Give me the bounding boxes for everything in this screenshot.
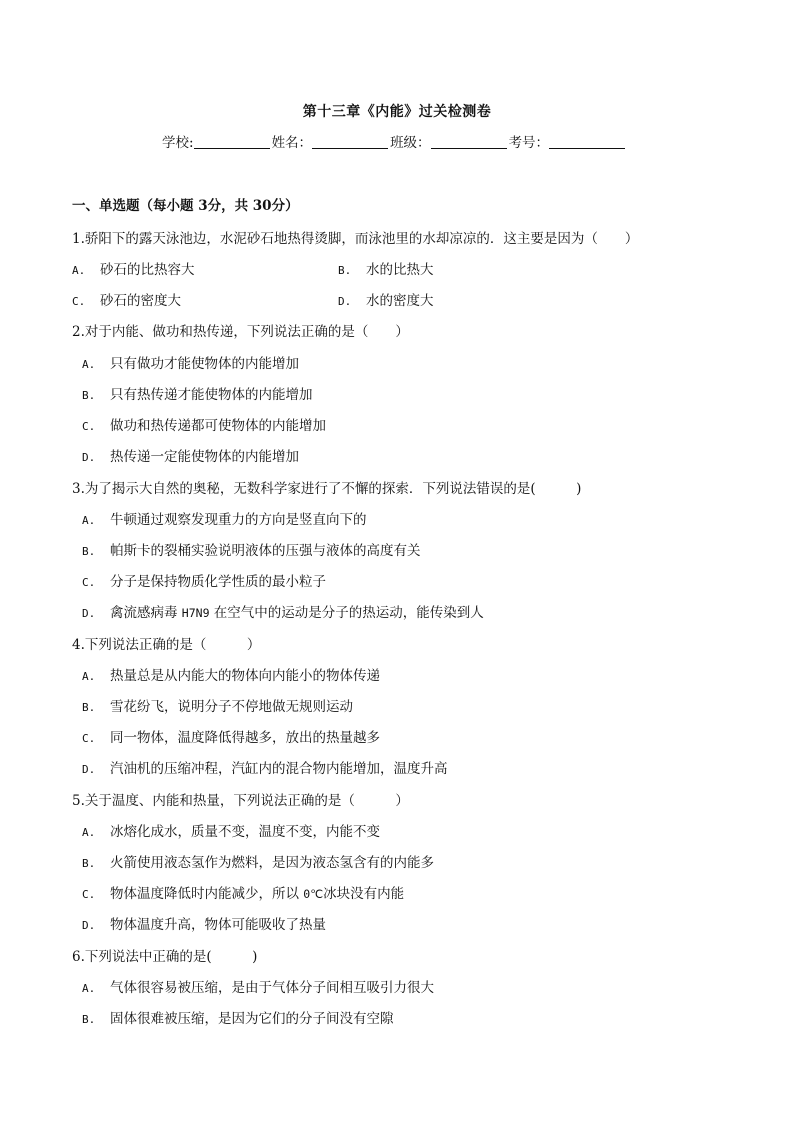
question-3-stem: 3.为了揭示大自然的奥秘，无数科学家进行了不懈的探索．下列说法错误的是( ) bbox=[72, 481, 582, 497]
question-5-option-d bbox=[82, 913, 326, 933]
option-letter: A. bbox=[82, 670, 96, 683]
option-text: 同一物体，温度降低得越多，放出的热量越多 bbox=[110, 730, 380, 746]
option-letter: C. bbox=[82, 576, 96, 589]
option-text: 热量总是从内能大的物体向内能小的物体传递 bbox=[110, 668, 380, 684]
option-text: 火箭使用液态氢作为燃料，是因为液态氢含有的内能多 bbox=[110, 855, 434, 871]
option-letter: C. bbox=[82, 888, 96, 901]
option-letter: A. bbox=[82, 826, 96, 839]
question-3-option-a bbox=[82, 508, 367, 528]
question-2-option-a bbox=[82, 352, 299, 372]
option-letter: D. bbox=[82, 607, 96, 620]
question-5-option-a bbox=[82, 820, 380, 840]
question-2-option-b bbox=[82, 383, 313, 403]
question-6-stem: 6.下列说法中正确的是( ) bbox=[72, 949, 258, 965]
option-text-post: 冰块没有内能 bbox=[323, 886, 405, 902]
option-text: 牛顿通过观察发现重力的方向是竖直向下的 bbox=[110, 512, 367, 528]
option-text: 汽油机的压缩冲程，汽缸内的混合物内能增加，温度升高 bbox=[110, 761, 448, 777]
question-4-option-a bbox=[82, 664, 380, 684]
option-text: 分子是保持物质化学性质的最小粒子 bbox=[110, 574, 326, 590]
option-letter: D. bbox=[82, 763, 96, 776]
question-5-option-c bbox=[82, 882, 404, 902]
option-letter: A. bbox=[72, 264, 86, 277]
question-1-option-c bbox=[72, 289, 181, 309]
question-5-option-b bbox=[82, 851, 434, 871]
option-text: 砂石的密度大 bbox=[100, 293, 181, 309]
option-letter: A. bbox=[82, 982, 96, 995]
question-4-option-d bbox=[82, 757, 448, 777]
option-text-pre: 禽流感病毒 bbox=[110, 605, 182, 621]
option-letter: A. bbox=[82, 358, 96, 371]
question-3-option-c bbox=[82, 570, 326, 590]
school-label: 学校: bbox=[162, 135, 194, 151]
option-letter: D. bbox=[338, 295, 352, 308]
option-letter: B. bbox=[82, 389, 96, 402]
question-2-option-d bbox=[82, 445, 299, 465]
option-text: 气体很容易被压缩，是由于气体分子间相互吸引力很大 bbox=[110, 980, 434, 996]
question-4-stem: 4.下列说法正确的是（ ） bbox=[72, 637, 261, 653]
question-2-stem: 2.对于内能、做功和热传递，下列说法正确的是（ ） bbox=[72, 324, 409, 340]
temperature-value: 0℃ bbox=[303, 887, 324, 901]
question-6-option-a bbox=[82, 976, 434, 996]
question-1-stem: 1.骄阳下的露天泳池边，水泥砂石地热得烫脚，而泳池里的水却凉凉的．这主要是因为（ ） bbox=[72, 231, 639, 247]
page-title: 第十三章《内能》过关检测卷 bbox=[302, 104, 492, 120]
option-letter: B. bbox=[82, 1013, 96, 1026]
section-heading: 一、单选题（每小题 3分，共 30分） bbox=[72, 198, 299, 214]
name-label: 姓名： bbox=[271, 135, 313, 151]
name-blank bbox=[312, 134, 388, 149]
question-1-option-d bbox=[338, 289, 434, 309]
option-text: 只有热传递才能使物体的内能增加 bbox=[110, 387, 313, 403]
question-2-option-c bbox=[82, 414, 326, 434]
option-letter: D. bbox=[82, 919, 96, 932]
question-1-option-b bbox=[338, 258, 434, 278]
exam-number-blank bbox=[549, 134, 625, 149]
question-4-option-b bbox=[82, 695, 353, 715]
option-text: 砂石的比热容大 bbox=[100, 262, 195, 278]
option-text: 只有做功才能使物体的内能增加 bbox=[110, 356, 299, 372]
option-text: 冰熔化成水，质量不变，温度不变，内能不变 bbox=[110, 824, 380, 840]
option-text: 水的密度大 bbox=[366, 293, 434, 309]
class-blank bbox=[431, 134, 507, 149]
question-6-option-b bbox=[82, 1007, 394, 1027]
option-letter: C. bbox=[82, 732, 96, 745]
option-letter: D. bbox=[82, 451, 96, 464]
student-info-line bbox=[162, 131, 627, 151]
option-letter: C. bbox=[72, 295, 86, 308]
option-text-pre: 物体温度降低时内能减少，所以 bbox=[110, 886, 304, 902]
question-3-option-d bbox=[82, 601, 484, 621]
option-text: 雪花纷飞，说明分子不停地做无规则运动 bbox=[110, 699, 353, 715]
question-1-option-a bbox=[72, 258, 195, 278]
option-letter: B. bbox=[82, 701, 96, 714]
question-4-option-c bbox=[82, 726, 380, 746]
option-text: 水的比热大 bbox=[366, 262, 434, 278]
option-letter: B. bbox=[82, 857, 96, 870]
option-letter: A. bbox=[82, 514, 96, 527]
virus-code: H7N9 bbox=[181, 606, 210, 620]
option-text: 帕斯卡的裂桶实验说明液体的压强与液体的高度有关 bbox=[110, 543, 421, 559]
school-blank bbox=[194, 134, 270, 149]
class-label: 班级： bbox=[390, 135, 431, 151]
option-letter: B. bbox=[338, 264, 352, 277]
option-text: 做功和热传递都可使物体的内能增加 bbox=[110, 418, 326, 434]
option-text: 物体温度升高，物体可能吸收了热量 bbox=[110, 917, 326, 933]
exam-number-label: 考号： bbox=[508, 135, 550, 151]
option-text: 热传递一定能使物体的内能增加 bbox=[110, 449, 299, 465]
option-letter: C. bbox=[82, 420, 96, 433]
question-5-stem: 5.关于温度、内能和热量，下列说法正确的是（ ） bbox=[72, 793, 409, 809]
option-text-post: 在空气中的运动是分子的热运动，能传染到人 bbox=[209, 605, 484, 621]
option-letter: B. bbox=[82, 545, 96, 558]
question-3-option-b bbox=[82, 539, 421, 559]
option-text: 固体很难被压缩，是因为它们的分子间没有空隙 bbox=[110, 1011, 394, 1027]
